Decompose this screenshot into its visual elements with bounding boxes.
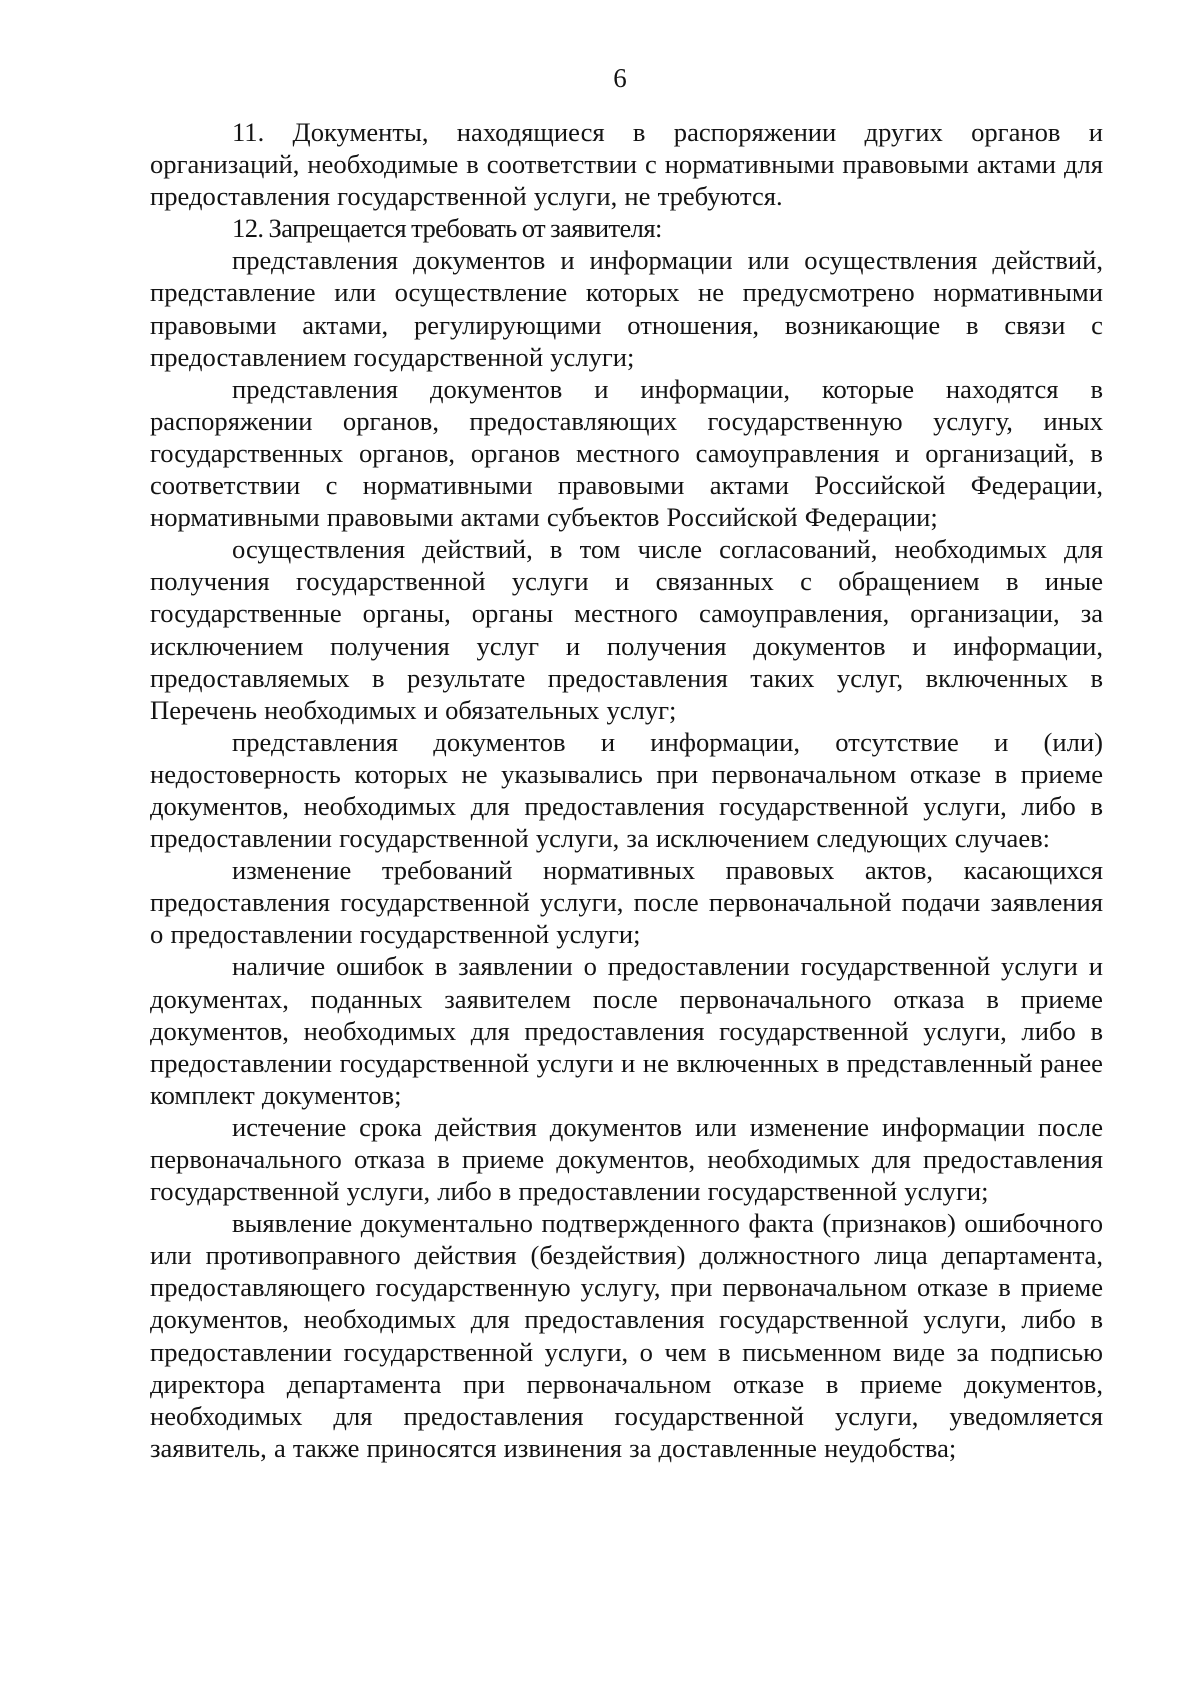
paragraph-requirement-4: представления документов и информации, отсутствие и (или) недостоверность которых не указывались при первоначальном отказе в приеме документов, необходимых для предоставления государственной услуги, либо в предоставлении государственной услуги, за исключением следующих случаев: bbox=[150, 726, 1103, 854]
paragraph-exception-1: изменение требований нормативных правовых актов, касающихся предоставления государственной услуги, после первоначальной подачи заявления о предоставлении государственной услуги; bbox=[150, 855, 1103, 950]
paragraph-requirement-1: представления документов и информации или осуществления действий, представление или осуществление которых не предусмотрено нормативными правовыми актами, регулирующими отношения, возникающие в связи с предоставлением государственной услуги; bbox=[150, 245, 1103, 372]
paragraph-exception-3: истечение срока действия документов или изменение информации после первоначального отказа в приеме документов, необходимых для предоставления государственной услуги, либо в предоставлении государственной услуги; bbox=[150, 1111, 1103, 1207]
paragraph-requirement-2: представления документов и информации, которые находятся в распоряжении органов, предоставляющих государственную услугу, иных государственных органов, органов местного самоуправления и организаций, в соответствии с нормативными правовыми актами Российской Федерации, нормативными правовыми актами субъектов Российской Федерации; bbox=[150, 373, 1103, 533]
paragraph-item-12-heading: 12. Запрещается требовать от заявителя: bbox=[232, 213, 662, 244]
paragraph-requirement-3: осуществления действий, в том числе согласований, необходимых для получения государственной услуги и связанных с обращением в иные государственные органы, органы местного самоуправления, организации, за исключением получения услуг и получения документов и информации, предоставляемых в результате предоставления таких услуг, включенных в Перечень необходимых и обязательных услуг; bbox=[150, 534, 1103, 725]
paragraph-item-11: 11. Документы, находящиеся в распоряжении других органов и организаций, необходимые в соответствии с нормативными правовыми актами для предоставления государственной услуги, не требуются. bbox=[150, 117, 1103, 212]
document-body bbox=[150, 116, 1103, 1464]
paragraph-exception-4: выявление документально подтвержденного факта (признаков) ошибочного или противоправного действия (бездействия) должностного лица департамента, предоставляющего государственную услугу, при первоначальном отказе в приеме документов, необходимых для предоставления государственной услуги, либо в предоставлении государственной услуги, о чем в письменном виде за подписью директора департамента при первоначальном отказе в приеме документов, необходимых для предоставления государственной услуги, уведомляется заявитель, а также приносятся извинения за доставленные неудобства; bbox=[150, 1208, 1103, 1463]
page-number: 6 bbox=[613, 63, 627, 93]
paragraph-exception-2: наличие ошибок в заявлении о предоставлении государственной услуги и документах, поданных заявителем после первоначального отказа в приеме документов, необходимых для предоставления государственной услуги, либо в предоставлении государственной услуги и не включенных в представленный ранее комплект документов; bbox=[150, 951, 1103, 1110]
